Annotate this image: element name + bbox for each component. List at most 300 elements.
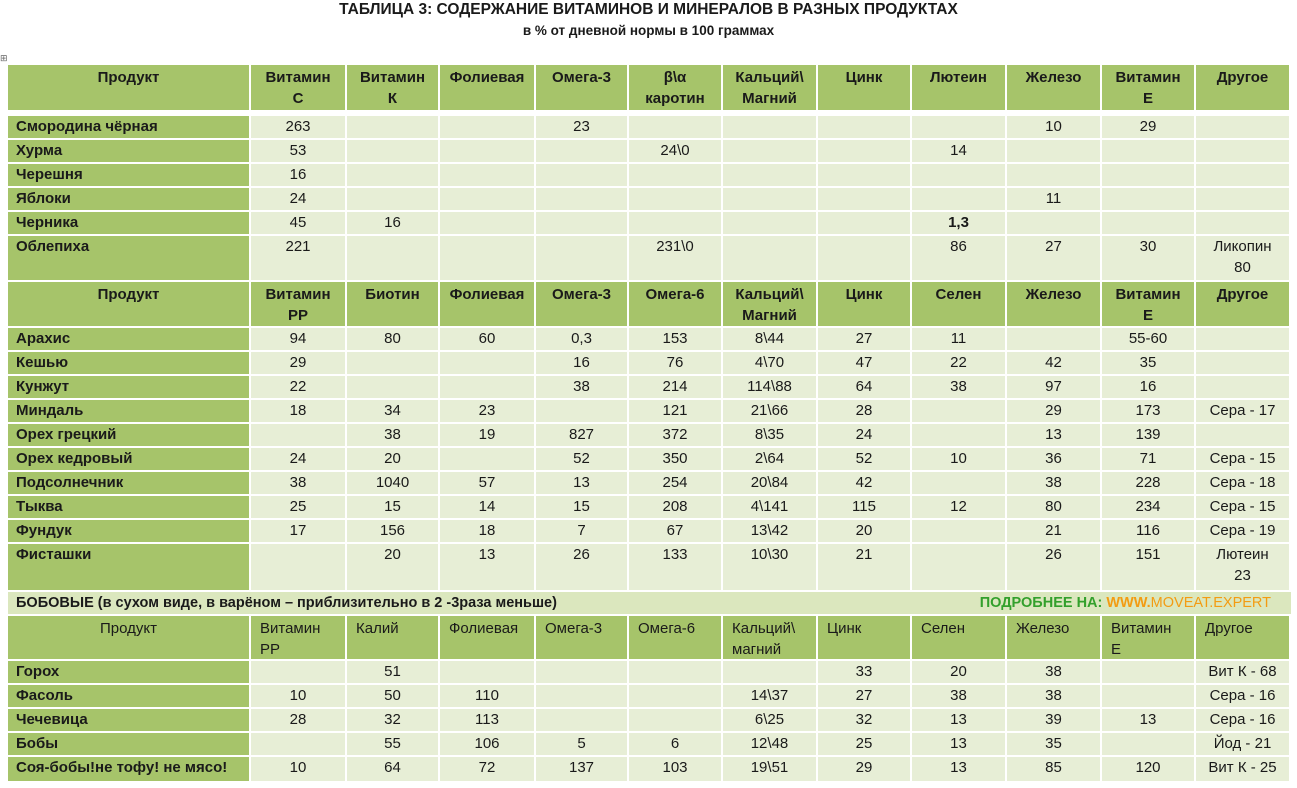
table-cell bbox=[1007, 116, 1100, 138]
column-header-label: Омега-3 bbox=[545, 620, 603, 637]
column-header-label: Витамин РР bbox=[260, 620, 321, 658]
table-cell bbox=[912, 376, 1005, 398]
cell-value: 1,3 bbox=[948, 214, 969, 231]
product-label bbox=[8, 212, 249, 234]
cell-value: 16 bbox=[384, 214, 401, 231]
product-label bbox=[8, 472, 249, 494]
cell-value: 29 bbox=[1045, 402, 1062, 419]
table-cell bbox=[347, 685, 438, 707]
cell-value: 36 bbox=[1045, 450, 1062, 467]
cell-value: 24 bbox=[289, 190, 307, 207]
table-cell bbox=[723, 140, 816, 162]
table-cell bbox=[1196, 116, 1289, 138]
more-label: ПОДРОБНЕЕ НА: bbox=[979, 595, 1103, 611]
product-label bbox=[8, 376, 249, 398]
cell-value: 13 bbox=[1045, 426, 1062, 443]
product-name: Фисташки bbox=[16, 546, 92, 563]
cell-value: 26 bbox=[1045, 546, 1062, 563]
table-cell bbox=[1007, 685, 1100, 707]
cell-value: 38 bbox=[950, 378, 967, 395]
table-cell bbox=[818, 212, 910, 234]
table-cell bbox=[818, 733, 910, 755]
product-name: Соя-бобы!не тофу! не мясо! bbox=[16, 759, 228, 776]
table-cell bbox=[1196, 352, 1289, 374]
cell-value: 47 bbox=[855, 354, 873, 371]
table-cell bbox=[251, 212, 345, 234]
table-cell bbox=[347, 424, 438, 446]
table-cell bbox=[723, 424, 816, 446]
cell-value: Сера - 18 bbox=[1209, 474, 1276, 491]
column-header bbox=[1007, 616, 1100, 659]
table-cell bbox=[818, 400, 910, 422]
cell-value: 5 bbox=[577, 735, 586, 752]
column-header bbox=[440, 616, 534, 659]
cell-value: 27 bbox=[855, 330, 873, 347]
table-cell bbox=[723, 448, 816, 470]
product-name: Горох bbox=[16, 663, 60, 680]
table-cell bbox=[536, 448, 627, 470]
table-cell bbox=[1007, 352, 1100, 374]
table-cell bbox=[440, 352, 534, 374]
cell-value: 8\35 bbox=[754, 426, 785, 443]
table-cell bbox=[629, 164, 721, 186]
cell-value: 35 bbox=[1139, 354, 1157, 371]
table-cell bbox=[629, 733, 721, 755]
column-header-label: Цинк bbox=[845, 286, 883, 303]
table-cell bbox=[912, 400, 1005, 422]
column-header-label: Другое bbox=[1216, 69, 1269, 86]
column-header-label: Цинк bbox=[845, 69, 883, 86]
table-cell bbox=[912, 164, 1005, 186]
table-cell bbox=[1102, 496, 1194, 518]
cell-value: 60 bbox=[478, 330, 496, 347]
table-cell bbox=[440, 400, 534, 422]
table-cell bbox=[1102, 140, 1194, 162]
cell-value: 28 bbox=[289, 711, 307, 728]
table-cell bbox=[536, 140, 627, 162]
cell-value: 42 bbox=[1045, 354, 1062, 371]
product-name: Тыква bbox=[16, 498, 63, 515]
cell-value: 45 bbox=[289, 214, 307, 231]
column-header-label: Другое bbox=[1205, 620, 1253, 637]
table-cell bbox=[912, 709, 1005, 731]
cell-value: 350 bbox=[662, 450, 688, 467]
cell-value: 38 bbox=[1045, 663, 1062, 680]
product-name: Орех грецкий bbox=[16, 426, 117, 443]
product-name: Подсолнечник bbox=[16, 474, 124, 491]
table-cell bbox=[440, 140, 534, 162]
table-cell bbox=[723, 116, 816, 138]
column-header-label: Селен bbox=[921, 620, 966, 637]
table-cell bbox=[912, 733, 1005, 755]
table-cell bbox=[251, 685, 345, 707]
product-label bbox=[8, 709, 249, 731]
cell-value: 35 bbox=[1045, 735, 1062, 752]
table-cell bbox=[818, 116, 910, 138]
table-cell bbox=[347, 140, 438, 162]
cell-value: Сера - 16 bbox=[1209, 711, 1276, 728]
table-cell bbox=[818, 376, 910, 398]
table-cell bbox=[347, 709, 438, 731]
table-cell bbox=[536, 709, 627, 731]
cell-value: 234 bbox=[1135, 498, 1161, 515]
table-cell bbox=[1007, 472, 1100, 494]
column-header bbox=[347, 65, 438, 110]
cell-value: 51 bbox=[384, 663, 401, 680]
table-cell bbox=[912, 544, 1005, 590]
table-cell bbox=[723, 376, 816, 398]
column-header bbox=[818, 616, 910, 659]
cell-value: 29 bbox=[289, 354, 307, 371]
cell-value: 4\141 bbox=[750, 498, 789, 515]
cell-value: 110 bbox=[475, 687, 499, 704]
cell-value: 6\25 bbox=[754, 711, 785, 728]
column-header-label: Омега-3 bbox=[551, 286, 612, 303]
table-cell bbox=[629, 661, 721, 683]
table-cell bbox=[818, 448, 910, 470]
cell-value: 114\88 bbox=[747, 378, 792, 395]
cell-value: 19\51 bbox=[750, 759, 789, 776]
cell-value: 12\48 bbox=[750, 735, 789, 752]
table-cell bbox=[629, 448, 721, 470]
table-cell bbox=[251, 733, 345, 755]
table-cell bbox=[1196, 424, 1289, 446]
cell-value: 57 bbox=[478, 474, 496, 491]
column-header bbox=[818, 65, 910, 110]
cell-value: 12 bbox=[950, 498, 967, 515]
column-header bbox=[723, 616, 816, 659]
column-header-label: Фолиевая bbox=[449, 620, 519, 637]
product-label bbox=[8, 400, 249, 422]
cell-value: 14 bbox=[478, 498, 496, 515]
table-cell bbox=[629, 352, 721, 374]
cell-value: 55 bbox=[384, 735, 401, 752]
cell-value: 13\42 bbox=[750, 522, 789, 539]
table-cell bbox=[629, 520, 721, 542]
cell-value: 52 bbox=[855, 450, 873, 467]
cell-value: 173 bbox=[1135, 402, 1161, 419]
cell-value: 120 bbox=[1135, 759, 1161, 776]
table-cell bbox=[251, 328, 345, 350]
cell-value: 139 bbox=[1135, 426, 1161, 443]
table-cell bbox=[251, 448, 345, 470]
cell-value: 19 bbox=[478, 426, 496, 443]
table-cell bbox=[1102, 164, 1194, 186]
product-name: Арахис bbox=[16, 330, 71, 347]
column-header-label: Кальций\ Магний bbox=[735, 286, 804, 324]
table-cell bbox=[1102, 400, 1194, 422]
product-name: Облепиха bbox=[16, 238, 90, 255]
table-cell bbox=[1007, 661, 1100, 683]
table-cell bbox=[1007, 448, 1100, 470]
cell-value: 27 bbox=[1045, 238, 1062, 255]
column-header-label: Фолиевая bbox=[449, 69, 525, 86]
table-cell bbox=[1102, 352, 1194, 374]
cell-value: 15 bbox=[573, 498, 590, 515]
cell-value: 38 bbox=[384, 426, 401, 443]
column-header-label: Калий bbox=[356, 620, 399, 637]
table-cell bbox=[347, 188, 438, 210]
column-header bbox=[1102, 282, 1194, 326]
table-cell bbox=[251, 400, 345, 422]
table-cell bbox=[536, 352, 627, 374]
table-cell bbox=[536, 236, 627, 280]
table-cell bbox=[1196, 376, 1289, 398]
table-cell bbox=[347, 733, 438, 755]
cell-value: 34 bbox=[384, 402, 401, 419]
table-cell bbox=[629, 544, 721, 590]
table-cell bbox=[347, 472, 438, 494]
table-cell bbox=[251, 376, 345, 398]
table-cell bbox=[818, 544, 910, 590]
table-cell bbox=[440, 520, 534, 542]
product-label bbox=[8, 661, 249, 683]
table-cell bbox=[629, 212, 721, 234]
column-header-label: Омега-3 bbox=[551, 69, 612, 86]
column-header-label: Витамин Е bbox=[1115, 69, 1181, 107]
table-cell bbox=[347, 400, 438, 422]
table-cell bbox=[629, 140, 721, 162]
table-cell bbox=[536, 685, 627, 707]
table-cell bbox=[251, 140, 345, 162]
table-cell bbox=[723, 400, 816, 422]
table-cell bbox=[912, 472, 1005, 494]
cell-value: 72 bbox=[478, 759, 496, 776]
column-header-label: Железо bbox=[1025, 69, 1082, 86]
product-name: Кешью bbox=[16, 354, 69, 371]
cell-value: 10 bbox=[289, 759, 307, 776]
table-cell bbox=[723, 328, 816, 350]
table-cell bbox=[1196, 472, 1289, 494]
table-cell bbox=[1102, 685, 1194, 707]
cell-value: 13 bbox=[478, 546, 496, 563]
cell-value: 53 bbox=[289, 142, 307, 159]
table-cell bbox=[251, 496, 345, 518]
table-cell bbox=[440, 116, 534, 138]
cell-value: 26 bbox=[573, 546, 590, 563]
column-header-label: Витамин С bbox=[265, 69, 331, 107]
cell-value: 30 bbox=[1139, 238, 1157, 255]
table-cell bbox=[912, 424, 1005, 446]
table-cell bbox=[1007, 140, 1100, 162]
cell-value: 20 bbox=[384, 546, 401, 563]
table-cell bbox=[440, 757, 534, 781]
cell-value: 228 bbox=[1135, 474, 1161, 491]
cell-value: 38 bbox=[1045, 687, 1062, 704]
link-www[interactable]: WWW. bbox=[1106, 595, 1151, 611]
link-site[interactable]: MOVEAT.EXPERT bbox=[1150, 595, 1271, 611]
table-cell bbox=[1007, 520, 1100, 542]
cell-value: 38 bbox=[950, 687, 967, 704]
table-cell bbox=[723, 544, 816, 590]
table-cell bbox=[912, 352, 1005, 374]
table-cell bbox=[1102, 544, 1194, 590]
table-cell bbox=[1102, 188, 1194, 210]
table-cell bbox=[1196, 188, 1289, 210]
table-cell bbox=[1196, 520, 1289, 542]
cell-value: 13 bbox=[950, 711, 967, 728]
table-cell bbox=[1196, 164, 1289, 186]
cell-value: 11 bbox=[950, 330, 967, 347]
table-cell bbox=[723, 709, 816, 731]
cell-value: 29 bbox=[1139, 118, 1157, 135]
table-cell bbox=[251, 236, 345, 280]
cell-value: 16 bbox=[1139, 378, 1157, 395]
cell-value: 85 bbox=[1045, 759, 1062, 776]
table-cell bbox=[818, 520, 910, 542]
table-cell bbox=[1007, 544, 1100, 590]
column-header bbox=[347, 282, 438, 326]
table-cell bbox=[818, 352, 910, 374]
cell-value: 25 bbox=[855, 735, 873, 752]
cell-value: Лютеин 23 bbox=[1216, 546, 1269, 584]
table-cell bbox=[723, 685, 816, 707]
cell-value: 24 bbox=[289, 450, 307, 467]
column-header bbox=[912, 282, 1005, 326]
table-cell bbox=[818, 140, 910, 162]
table-cell bbox=[818, 472, 910, 494]
table-cell bbox=[912, 685, 1005, 707]
cell-value: 14\37 bbox=[750, 687, 789, 704]
table-cell bbox=[1196, 685, 1289, 707]
column-header-label: Продукт bbox=[97, 286, 160, 303]
table-cell bbox=[251, 472, 345, 494]
product-name: Хурма bbox=[16, 142, 63, 159]
cell-value: 71 bbox=[1139, 450, 1157, 467]
table-cell bbox=[347, 544, 438, 590]
table-cell bbox=[1102, 733, 1194, 755]
column-header bbox=[1196, 616, 1289, 659]
table-cell bbox=[1102, 661, 1194, 683]
table-cell bbox=[818, 661, 910, 683]
table-cell bbox=[818, 496, 910, 518]
column-header-label: Кальций\ Магний bbox=[735, 69, 804, 107]
table-cell bbox=[347, 164, 438, 186]
table-cell bbox=[723, 212, 816, 234]
cell-value: 38 bbox=[289, 474, 307, 491]
cell-value: 4\70 bbox=[754, 354, 785, 371]
table-cell bbox=[912, 448, 1005, 470]
cell-value: 67 bbox=[666, 522, 684, 539]
column-header-label: Селен bbox=[935, 286, 982, 303]
column-header-label: Фолиевая bbox=[449, 286, 525, 303]
column-header bbox=[347, 616, 438, 659]
cell-value: 16 bbox=[573, 354, 590, 371]
cell-value: 221 bbox=[285, 238, 311, 255]
cell-value: 10\30 bbox=[750, 546, 789, 563]
product-label bbox=[8, 188, 249, 210]
cell-value: Сера - 17 bbox=[1209, 402, 1276, 419]
table-subtitle: в % от дневной нормы в 100 граммах bbox=[522, 23, 775, 38]
table-cell bbox=[629, 400, 721, 422]
cell-value: 20 bbox=[950, 663, 967, 680]
table-cell bbox=[818, 328, 910, 350]
product-name: Яблоки bbox=[16, 190, 71, 207]
cell-value: 372 bbox=[662, 426, 688, 443]
table-cell bbox=[1007, 709, 1100, 731]
product-name: Миндаль bbox=[16, 402, 84, 419]
product-label bbox=[8, 544, 249, 590]
table-cell bbox=[251, 661, 345, 683]
column-header bbox=[8, 616, 249, 659]
cell-value: 76 bbox=[666, 354, 684, 371]
column-header-label: Железо bbox=[1016, 620, 1070, 637]
column-header bbox=[629, 282, 721, 326]
cell-value: 38 bbox=[1045, 474, 1062, 491]
product-label bbox=[8, 496, 249, 518]
table-cell bbox=[1196, 448, 1289, 470]
column-header-label: Биотин bbox=[365, 286, 420, 303]
table-cell bbox=[629, 116, 721, 138]
cell-value: Сера - 16 bbox=[1209, 687, 1276, 704]
table-cell bbox=[536, 376, 627, 398]
column-header bbox=[440, 282, 534, 326]
table-cell bbox=[723, 472, 816, 494]
table-cell bbox=[629, 709, 721, 731]
cell-value: 25 bbox=[289, 498, 307, 515]
product-label bbox=[8, 424, 249, 446]
table-cell bbox=[251, 352, 345, 374]
column-header bbox=[251, 616, 345, 659]
column-header bbox=[629, 65, 721, 110]
table-cell bbox=[1102, 520, 1194, 542]
legumes-note: БОБОВЫЕ (в сухом виде, в варёном – приблизительно в 2 -3раза меньше) bbox=[16, 595, 557, 611]
cell-value: 50 bbox=[384, 687, 401, 704]
cell-value: 103 bbox=[662, 759, 688, 776]
column-header-label: Продукт bbox=[97, 69, 160, 86]
cell-value: 94 bbox=[289, 330, 307, 347]
cell-value: Сера - 15 bbox=[1209, 450, 1276, 467]
table-cell bbox=[912, 661, 1005, 683]
cell-value: 20\84 bbox=[750, 474, 789, 491]
table-cell bbox=[1007, 376, 1100, 398]
legumes-band bbox=[8, 592, 1291, 614]
column-header-label: Другое bbox=[1216, 286, 1269, 303]
table-cell bbox=[251, 544, 345, 590]
table-cell bbox=[440, 448, 534, 470]
table-cell bbox=[818, 757, 910, 781]
cell-value: 38 bbox=[573, 378, 590, 395]
product-label bbox=[8, 448, 249, 470]
table-cell bbox=[251, 709, 345, 731]
table-cell bbox=[440, 733, 534, 755]
column-header bbox=[723, 282, 816, 326]
column-header-label: Витамин Е bbox=[1115, 286, 1181, 324]
product-name: Чечевица bbox=[16, 711, 88, 728]
cell-value: 20 bbox=[855, 522, 873, 539]
product-label bbox=[8, 757, 249, 781]
product-label bbox=[8, 164, 249, 186]
cell-value: Вит К - 68 bbox=[1208, 663, 1277, 680]
cell-value: 13 bbox=[950, 735, 967, 752]
cell-value: 208 bbox=[662, 498, 688, 515]
table-move-handle-icon[interactable]: ⊞ bbox=[0, 53, 8, 63]
table-cell bbox=[1196, 236, 1289, 280]
table-cell bbox=[440, 709, 534, 731]
table-cell bbox=[1007, 212, 1100, 234]
table-cell bbox=[629, 188, 721, 210]
cell-value: 42 bbox=[855, 474, 873, 491]
cell-value: 133 bbox=[662, 546, 688, 563]
table-cell bbox=[723, 352, 816, 374]
table-cell bbox=[1007, 328, 1100, 350]
cell-value: 827 bbox=[568, 426, 595, 443]
cell-value: Сера - 19 bbox=[1209, 522, 1276, 539]
column-header-label: β\α каротин bbox=[645, 69, 705, 107]
table-cell bbox=[723, 733, 816, 755]
cell-value: 263 bbox=[285, 118, 311, 135]
table-cell bbox=[1196, 400, 1289, 422]
